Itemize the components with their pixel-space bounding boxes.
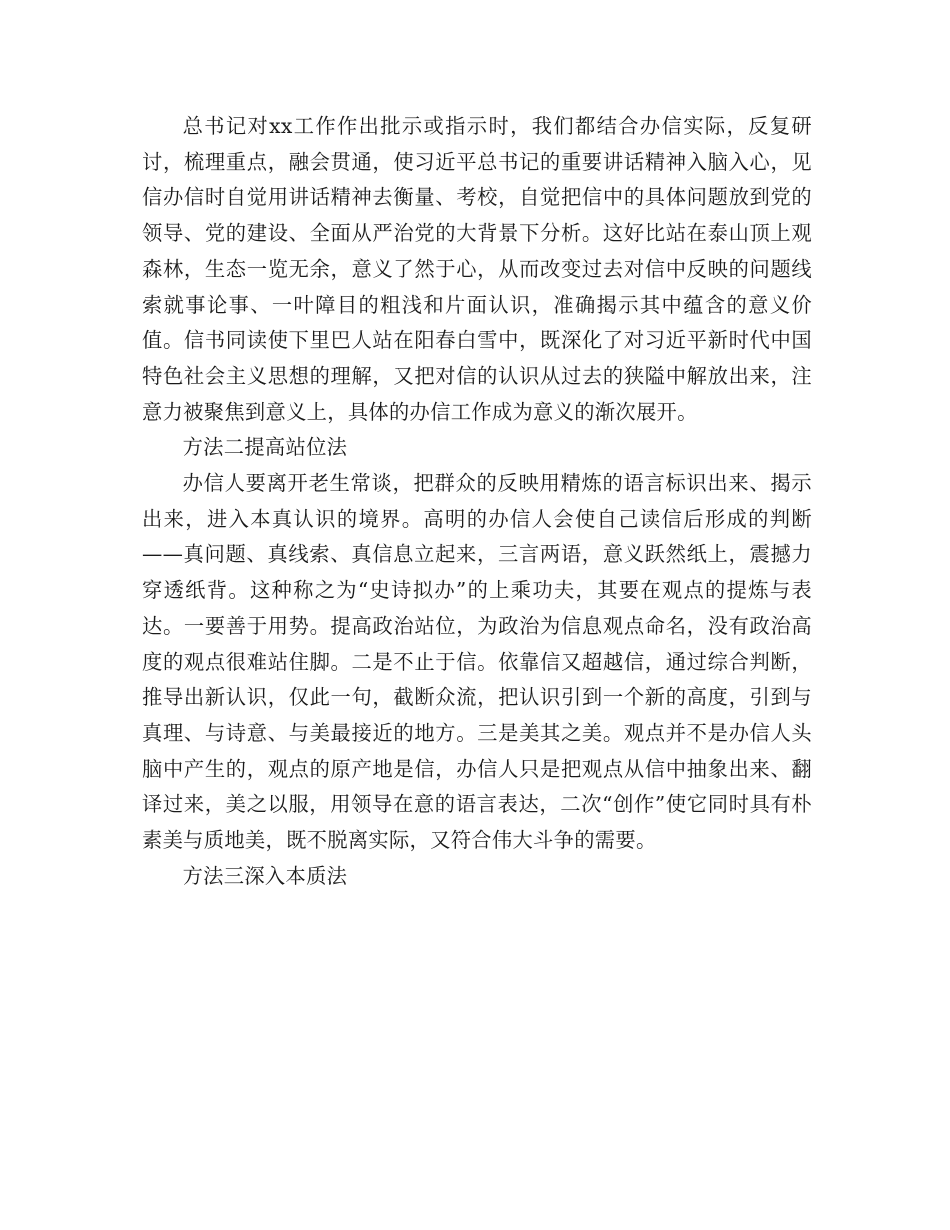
paragraph-xx-work-instructions: 总书记对xx工作作出批示或指示时，我们都结合办信实际，反复研讨，梳理重点，融会贯通，使习近平总书记的重要讲话精神入脑入心，见信办信时自觉用讲话精神去衡量、考校，自觉把信中的具体问题放到党的领导、党的建设、全面从严治党的大背景下分析。这好比站在泰山顶上观森林，生态一览无余，意义了然于心，从而改变过去对信中反映的问题线索就事论事、一叶障目的粗浅和片面认识，准确揭示其中蕴含的意义价值。信书同读使下里巴人站在阳春白雪中，既深化了对习近平新时代中国特色社会主义思想的理解，又把对信的认识从过去的狭隘中解放出来，注意力被聚焦到意义上，具体的办信工作成为意义的渐次展开。 [142, 114, 812, 424]
paragraph-method-two-body: 办信人要离开老生常谈，把群众的反映用精炼的语言标识出来、揭示出来，进入本真认识的境界。高明的办信人会使自己读信后形成的判断——真问题、真线索、真信息立起来，三言两语，意义跃然纸上，震撼力穿透纸背。这种称之为“史诗拟办”的上乘功夫，其要在观点的提炼与表达。一要善于用势。提高政治站位，为政治为信息观点命名，没有政治高度的观点很难站住脚。二是不止于信。依靠信又超越信，通过综合判断，推导出新认识，仅此一句，截断众流，把认识引到一个新的高度，引到与真理、与诗意、与美最接近的地方。三是美其之美。观点并不是办信人头脑中产生的，观点的原产地是信，办信人只是把观点从信中抽象出来、翻译过来，美之以服，用领导在意的语言表达，二次“创作”使它同时具有朴素美与质地美，既不脱离实际，又符合伟大斗争的需要。 [142, 471, 812, 853]
section-heading-method-two: 方法二提高站位法 [182, 435, 348, 460]
document-body [142, 109, 812, 894]
section-heading-method-three: 方法三深入本质法 [182, 863, 348, 888]
